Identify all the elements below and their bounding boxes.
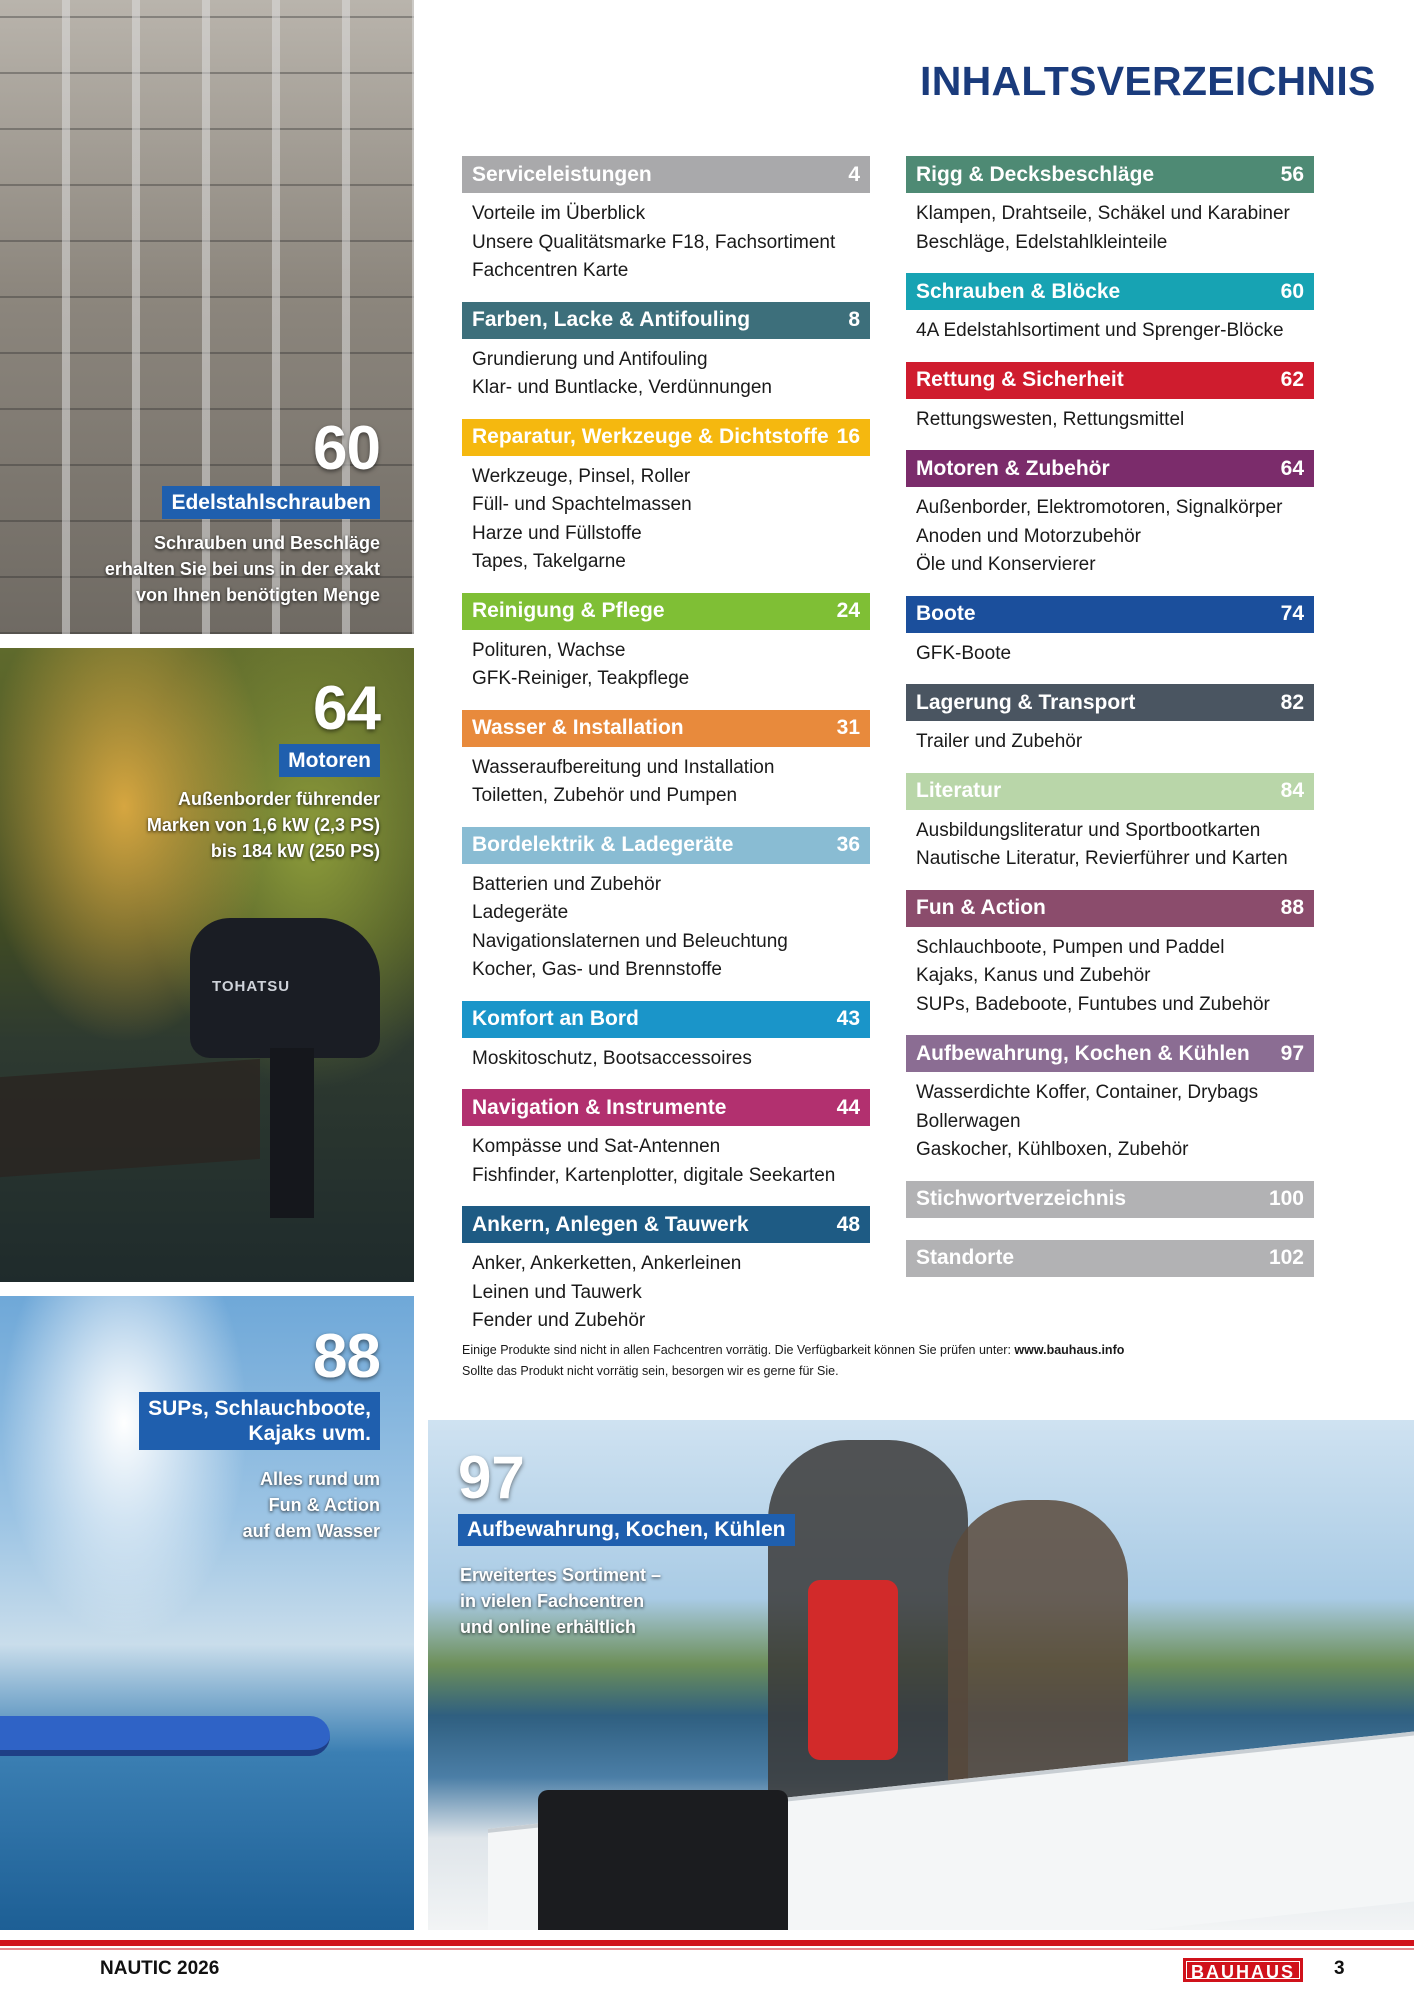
toc-item: Fachcentren Karte (472, 260, 629, 281)
toc-section (462, 593, 870, 694)
sup-water-photo (0, 1296, 414, 1930)
toc-section (906, 273, 1314, 346)
toc-item: Trailer und Zubehör (916, 731, 1083, 752)
toc-section-page: 43 (836, 1007, 860, 1030)
toc-section-page: 56 (1280, 162, 1304, 186)
hardware-bins-photo (0, 0, 414, 634)
toc-section (462, 1206, 870, 1336)
toc-item: Anoden und Motorzubehör (916, 525, 1141, 547)
toc-section-header[interactable] (462, 593, 870, 630)
toc-section-header[interactable] (906, 156, 1314, 193)
toc-section (906, 1035, 1314, 1165)
toc-section-page: 16 (836, 425, 860, 448)
toc-section-title: Motoren & Zubehör (916, 456, 1110, 480)
toc-section-header[interactable] (462, 302, 870, 339)
toc-section-title: Aufbewahrung, Kochen & Kühlen (916, 1041, 1250, 1065)
toc-section-page: 60 (1280, 279, 1304, 303)
toc-section (906, 362, 1314, 435)
toc-section (462, 710, 870, 811)
toc-section-title: Serviceleistungen (472, 162, 652, 186)
toc-item: Kocher, Gas- und Brennstoffe (472, 959, 722, 980)
toc-item: Beschläge, Edelstahlkleinteile (916, 231, 1168, 253)
toc-item: Bollerwagen (916, 1110, 1021, 1132)
toc-item: GFK-Reiniger, Teakpflege (472, 668, 690, 689)
toc-item: Fishfinder, Kartenplotter, digitale Seekarten (472, 1164, 836, 1186)
boat-shape (0, 1059, 260, 1177)
toc-section-title: Reinigung & Pflege (472, 599, 665, 622)
toc-section-title: Komfort an Bord (472, 1007, 639, 1030)
toc-section-header[interactable] (906, 773, 1314, 810)
toc-item: GFK-Boote (916, 642, 1012, 664)
toc-section-title: Rettung & Sicherheit (916, 368, 1124, 391)
toc-section-header[interactable] (906, 362, 1314, 399)
toc-item: Navigationslaternen und Beleuchtung (472, 930, 788, 952)
footer-divider (0, 1948, 1414, 1950)
toc-item: Ausbildungsliteratur und Sportbootkarten (916, 819, 1261, 841)
toc-section-page: 100 (1268, 1187, 1304, 1210)
toc-section-page: 36 (836, 833, 860, 856)
toc-section-title: Fun & Action (916, 896, 1046, 919)
toc-section-page: 24 (836, 599, 860, 622)
boat-couple-photo (428, 1420, 1414, 1930)
bauhaus-logo: BAUHAUS (1183, 1958, 1303, 1982)
toc-section-header[interactable] (906, 450, 1314, 487)
photo-caption: Erweitertes Sortiment – in vielen Fachcentren und online erhältlich (460, 1565, 662, 1638)
toc-section-page: 62 (1280, 368, 1304, 391)
publication-name: NAUTIC 2026 (100, 1958, 220, 1979)
toc-section-title: Stichwortverzeichnis (916, 1187, 1127, 1210)
toc-section-page: 8 (848, 308, 860, 331)
toc-section-page: 102 (1268, 1246, 1304, 1269)
availability-note: Einige Produkte sind nicht in allen Fachcentren vorrätig. Die Verfügbarkeit können Sie prüfen unter: www.bauhaus.info Sollte das Produkt nicht vorrätig sein, besorgen wir es gerne für Sie. (462, 1343, 1125, 1378)
toc-section-title: Reparatur, Werkzeuge & Dichtstoffe (472, 425, 829, 448)
toc-section-header[interactable] (906, 1035, 1314, 1072)
toc-section-title: Bordelektrik & Ladegeräte (472, 833, 734, 856)
toc-item: Wasserdichte Koffer, Container, Drybags (916, 1082, 1259, 1103)
toc-section (906, 1181, 1314, 1218)
footer-divider (0, 1940, 1414, 1946)
toc-item: Kompässe und Sat-Antennen (472, 1136, 721, 1157)
panel-page-number: 60 (313, 414, 380, 483)
toc-section-header[interactable] (462, 1206, 870, 1243)
toc-item: Klampen, Drahtseile, Schäkel und Karabiner (916, 203, 1290, 224)
toc-column-right (906, 156, 1314, 1299)
toc-item: Nautische Literatur, Revierführer und Karten (916, 848, 1288, 869)
toc-section (462, 302, 870, 403)
toc-section-header[interactable] (462, 827, 870, 864)
toc-section-title: Ankern, Anlegen & Tauwerk (472, 1212, 749, 1236)
toc-item: Anker, Ankerketten, Ankerleinen (472, 1253, 742, 1274)
toc-item: Leinen und Tauwerk (472, 1281, 642, 1303)
toc-section-title: Literatur (916, 779, 1002, 802)
sup-board-shape (0, 1716, 330, 1756)
toc-section-header[interactable] (906, 1181, 1314, 1218)
toc-section-header[interactable] (462, 419, 870, 456)
drybag-shape (808, 1580, 898, 1760)
toc-item: Werkzeuge, Pinsel, Roller (472, 465, 691, 487)
engine-brand-text: TOHATSU (212, 978, 291, 995)
toc-section (462, 1001, 870, 1074)
toc-section-header[interactable] (462, 1001, 870, 1038)
toc-item: Moskitoschutz, Bootsaccessoires (472, 1047, 752, 1069)
toc-section-header[interactable] (462, 1089, 870, 1126)
toc-section-page: 82 (1280, 690, 1304, 714)
photo-label: Aufbewahrung, Kochen, Kühlen (458, 1514, 795, 1546)
toc-section-header[interactable] (906, 890, 1314, 927)
toc-section-title: Farben, Lacke & Antifouling (472, 308, 751, 331)
toc-section-page: 84 (1280, 779, 1304, 802)
toc-item: Füll- und Spachtelmassen (472, 494, 692, 515)
toc-item: Schlauchboote, Pumpen und Paddel (916, 936, 1225, 958)
toc-section-header[interactable] (906, 1240, 1314, 1277)
toc-section-title: Boote (916, 602, 976, 625)
toc-item: Polituren, Wachse (472, 639, 626, 661)
toc-item: Fender und Zubehör (472, 1310, 646, 1331)
panel-caption: Schrauben und Beschläge erhalten Sie bei uns in der exakt von Ihnen benötigten Menge (104, 533, 380, 606)
toc-section-page: 44 (836, 1095, 860, 1119)
toc-item: Unsere Qualitätsmarke F18, Fachsortiment (472, 231, 836, 253)
toc-section (462, 827, 870, 985)
panel-caption: Alles rund um Fun & Action auf dem Wasser (242, 1469, 380, 1542)
toc-item: Ladegeräte (472, 902, 569, 923)
toc-column-left (462, 156, 870, 1352)
toc-section-title: Lagerung & Transport (916, 690, 1136, 714)
toc-section (906, 156, 1314, 257)
engine-leg-shape (270, 1048, 314, 1218)
toc-item: Tapes, Takelgarne (472, 551, 626, 572)
toc-section-title: Wasser & Installation (472, 716, 684, 739)
toc-item: Toiletten, Zubehör und Pumpen (472, 785, 738, 806)
toc-section-page: 64 (1280, 456, 1304, 480)
toc-section (906, 1240, 1314, 1277)
toc-section-title: Rigg & Decksbeschläge (916, 162, 1155, 186)
toc-section (906, 890, 1314, 1020)
toc-section-page: 31 (836, 716, 860, 739)
toc-section-header[interactable] (906, 596, 1314, 633)
toc-item: Klar- und Buntlacke, Verdünnungen (472, 377, 772, 398)
storage-case-shape (538, 1790, 788, 1930)
toc-section-title: Navigation & Instrumente (472, 1095, 727, 1119)
toc-section (462, 419, 870, 577)
toc-item: Grundierung und Antifouling (472, 348, 708, 370)
toc-item: Wasseraufbereitung und Installation (472, 756, 775, 778)
toc-section (906, 596, 1314, 669)
toc-item: Gaskocher, Kühlboxen, Zubehör (916, 1139, 1189, 1160)
toc-item: Kajaks, Kanus und Zubehör (916, 965, 1151, 986)
toc-section (462, 1089, 870, 1190)
toc-item: SUPs, Badeboote, Funtubes und Zubehör (916, 993, 1270, 1015)
toc-section-page: 97 (1280, 1041, 1304, 1065)
photo-page-number: 97 (458, 1444, 525, 1511)
toc-item: Harze und Füllstoffe (472, 522, 642, 544)
toc-section-page: 74 (1280, 602, 1304, 625)
toc-item: Batterien und Zubehör (472, 873, 662, 895)
toc-item: 4A Edelstahlsortiment und Sprenger-Blöcke (916, 320, 1284, 341)
panel-label: Motoren (279, 744, 380, 777)
toc-section-title: Standorte (916, 1246, 1015, 1269)
toc-section-header[interactable] (462, 710, 870, 747)
page-title: INHALTSVERZEICHNIS (920, 58, 1376, 104)
toc-item: Außenborder, Elektromotoren, Signalkörper (916, 497, 1283, 518)
toc-section (462, 156, 870, 286)
outboard-motor-photo (0, 648, 414, 1282)
toc-item: Öle und Konservierer (916, 554, 1096, 575)
toc-section-header[interactable] (462, 156, 870, 193)
panel-page-number: 64 (313, 674, 380, 743)
panel-label: Edelstahlschrauben (162, 486, 380, 519)
toc-section (906, 684, 1314, 757)
page-number: 3 (1334, 1958, 1345, 1979)
toc-section (906, 450, 1314, 580)
toc-section (906, 773, 1314, 874)
toc-section-page: 48 (836, 1212, 860, 1236)
panel-caption: Außenborder führender Marken von 1,6 kW (2,3 PS) bis 184 kW (250 PS) (146, 789, 380, 862)
panel-page-number: 88 (313, 1322, 380, 1391)
toc-section-title: Schrauben & Blöcke (916, 279, 1121, 303)
toc-section-page: 4 (848, 162, 860, 186)
website-link[interactable]: www.bauhaus.info (1014, 1343, 1125, 1357)
toc-item: Rettungswesten, Rettungsmittel (916, 408, 1185, 430)
toc-section-header[interactable] (906, 684, 1314, 721)
toc-item: Vorteile im Überblick (472, 203, 646, 224)
toc-section-header[interactable] (906, 273, 1314, 310)
toc-section-page: 88 (1280, 896, 1304, 919)
panel-label: SUPs, Schlauchboote, Kajaks uvm. (139, 1392, 380, 1450)
